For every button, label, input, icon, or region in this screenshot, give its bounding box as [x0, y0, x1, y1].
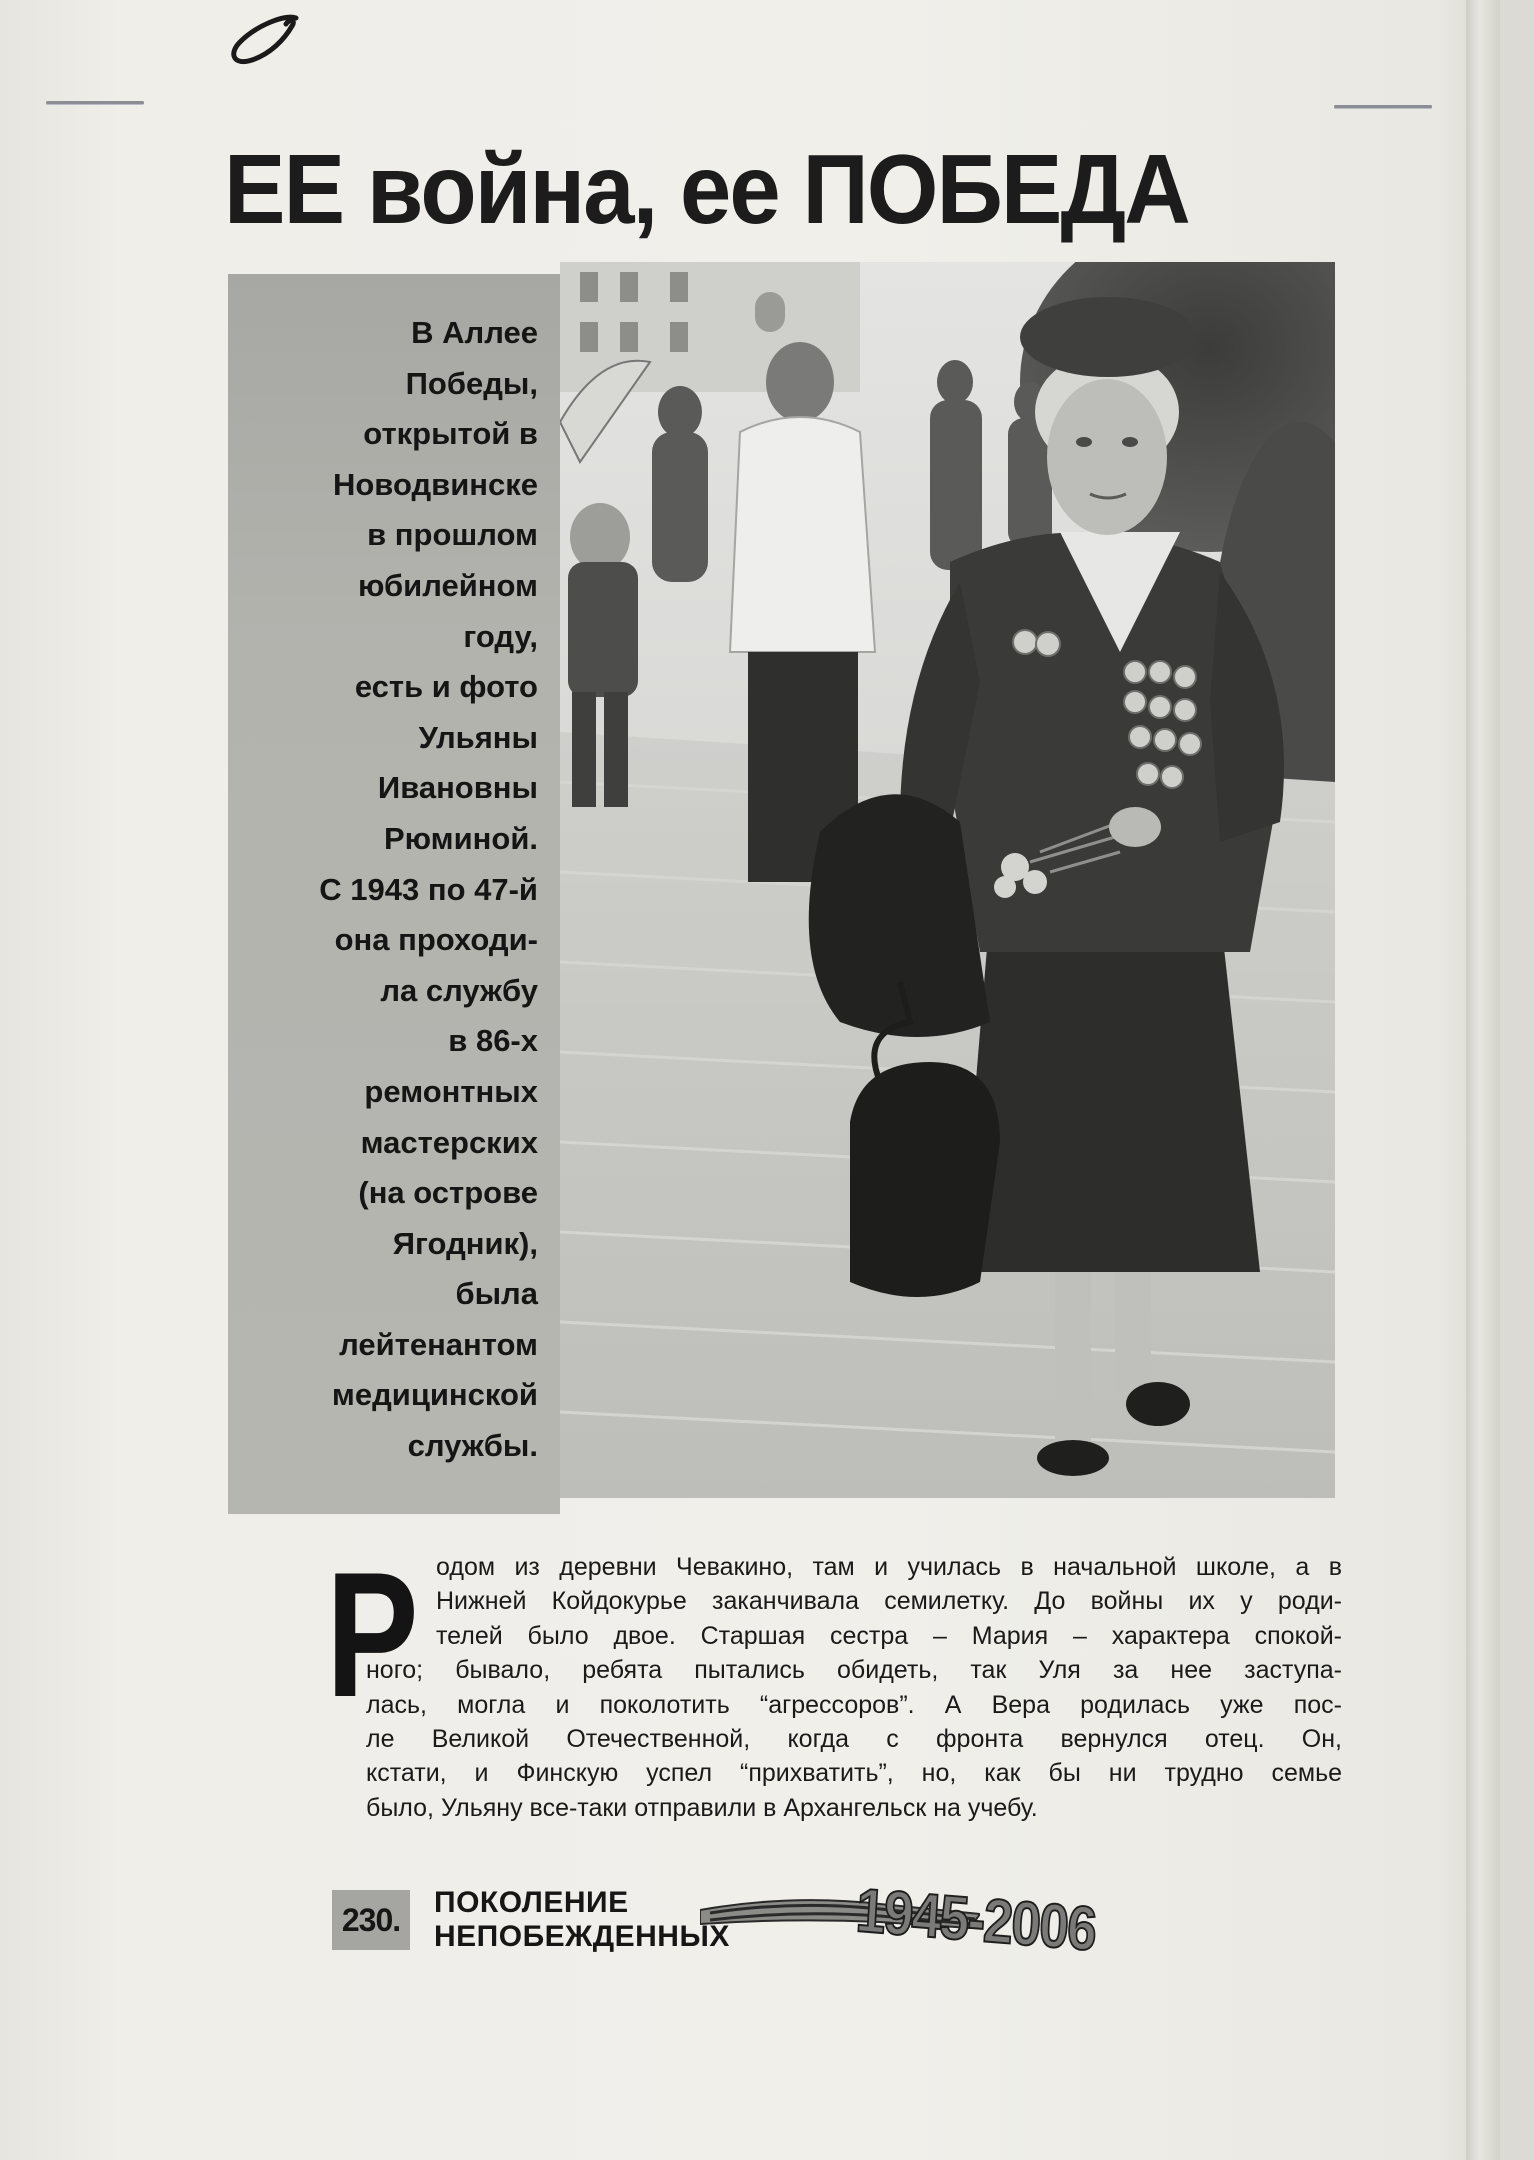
body-line: ного; бывало, ребята пытались обидеть, так Уля за нее заступа- [366, 1656, 1342, 1685]
caption-line: открытой в [363, 416, 538, 452]
article-body [366, 1550, 1342, 1825]
body-line: одом из деревни Чевакино, там и училась в начальной школе, а в [436, 1553, 1342, 1581]
caption-line: Ягодник), [392, 1225, 538, 1261]
body-line: лась, могла и поколотить “агрессоров”. А Вера родилась уже пос- [366, 1690, 1342, 1719]
caption-line: в 86-х [448, 1023, 538, 1059]
body-line: Нижней Койдокурье заканчивала семилетку. До войны их у роди- [436, 1587, 1342, 1616]
body-line: телей было двое. Старшая сестра – Мария – характера спокой- [436, 1621, 1342, 1650]
caption-line: она проходи- [334, 922, 538, 958]
body-line: ле Великой Отечественной, когда с фронта вернулся отец. Он, [366, 1724, 1342, 1753]
caption-line: лейтенантом [339, 1326, 538, 1362]
drop-cap: Р [326, 1535, 419, 1734]
staple-right [1334, 105, 1432, 108]
caption-line: С 1943 по 47-й [319, 871, 538, 907]
caption-line: мастерских [360, 1124, 538, 1160]
photo-caption-panel [228, 274, 560, 1514]
page-number: 230. [332, 1890, 410, 1950]
series-title [434, 1886, 730, 1954]
caption-line: ремонтных [364, 1073, 538, 1109]
body-line: кстати, и Финскую успел “прихватить”, но, как бы ни трудно семье [366, 1759, 1342, 1788]
staple-left [46, 101, 144, 104]
series-years: 1945-2006 [854, 1876, 1098, 1965]
page-edge [1466, 0, 1500, 2160]
caption-line: году, [463, 618, 538, 654]
caption-line: службы. [407, 1428, 538, 1464]
caption-line: юбилейном [357, 567, 538, 603]
caption-line: Рюминой. [383, 820, 538, 856]
caption-line: медицинской [331, 1377, 538, 1413]
caption-line: была [455, 1276, 538, 1312]
handwritten-mark [226, 12, 310, 74]
veteran-photo [560, 262, 1335, 1498]
caption-line: в прошлом [367, 517, 538, 553]
caption-line: есть и фото [354, 669, 538, 705]
caption-line: ла службу [380, 972, 538, 1008]
photo-caption [238, 308, 538, 1472]
caption-line: Новодвинске [332, 466, 538, 502]
series-title-line1: ПОКОЛЕНИЕ [434, 1886, 629, 1919]
caption-line: (на острове [358, 1175, 538, 1211]
caption-line: Победы, [405, 365, 538, 401]
caption-line: Ивановны [377, 770, 538, 806]
veteran-photo-illustration [560, 262, 1335, 1498]
article-headline: ЕЕ война, ее ПОБЕДА [224, 134, 1189, 244]
caption-line: Ульяны [418, 719, 538, 755]
body-line: было, Ульяну все-таки отправили в Архангельск на учебу. [366, 1793, 1038, 1822]
caption-line: В Аллее [411, 315, 538, 350]
series-title-line2: НЕПОБЕЖДЕННЫХ [434, 1920, 730, 1953]
